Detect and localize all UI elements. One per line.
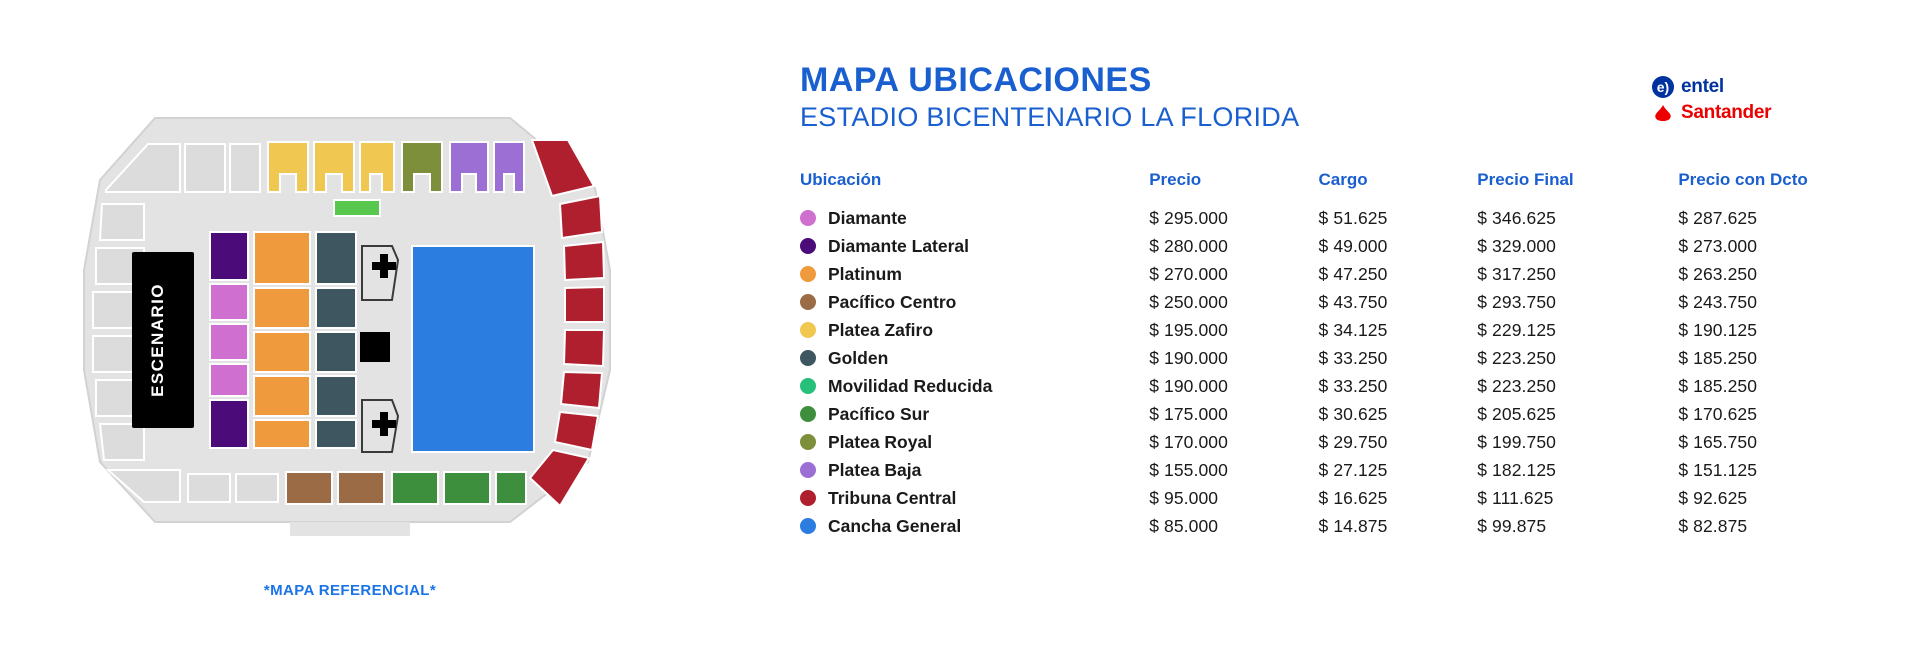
cell-precio: $ 250.000 bbox=[1149, 291, 1228, 312]
zone-color-dot bbox=[800, 210, 816, 226]
center-black-marker bbox=[360, 332, 390, 362]
table-row bbox=[800, 316, 1890, 344]
cell-precio: $ 190.000 bbox=[1149, 347, 1228, 368]
venue-map-svg bbox=[40, 70, 660, 570]
cell-precio-final: $ 329.000 bbox=[1477, 235, 1557, 256]
diamante-blocks bbox=[210, 284, 248, 396]
cell-cargo: $ 16.625 bbox=[1318, 487, 1388, 508]
cell-cargo: $ 14.875 bbox=[1318, 515, 1388, 536]
table-row bbox=[800, 260, 1890, 288]
cell-precio-final: $ 317.250 bbox=[1477, 263, 1557, 284]
cell-precio-dcto: $ 151.125 bbox=[1678, 459, 1758, 480]
cell-cargo: $ 43.750 bbox=[1318, 291, 1388, 312]
entel-mark-icon: e) bbox=[1652, 76, 1674, 98]
cell-precio: $ 85.000 bbox=[1149, 515, 1219, 536]
cell-precio-dcto: $ 185.250 bbox=[1678, 375, 1758, 396]
zone-color-dot bbox=[800, 266, 816, 282]
cell-ubicacion bbox=[800, 288, 1149, 316]
cell-ubicacion bbox=[800, 204, 1149, 232]
zone-name: Cancha General bbox=[828, 515, 962, 536]
venue-subtitle: ESTADIO BICENTENARIO LA FLORIDA bbox=[800, 102, 1300, 133]
map-reference-caption: *MAPA REFERENCIAL* bbox=[263, 582, 437, 599]
cell-ubicacion bbox=[800, 372, 1149, 400]
cell-precio-dcto: $ 243.750 bbox=[1678, 291, 1758, 312]
cell-precio-final: $ 199.750 bbox=[1477, 431, 1557, 452]
sponsor-logos bbox=[1652, 74, 1882, 126]
santander-wordmark: Santander bbox=[1681, 102, 1772, 123]
cell-precio-dcto: $ 165.750 bbox=[1678, 431, 1758, 452]
table-row bbox=[800, 456, 1890, 484]
page-title: MAPA UBICACIONES bbox=[800, 61, 1152, 99]
table-row bbox=[800, 400, 1890, 428]
header-precio: Precio bbox=[1149, 170, 1202, 189]
cell-precio: $ 155.000 bbox=[1149, 459, 1228, 480]
cell-precio-dcto: $ 185.250 bbox=[1678, 347, 1758, 368]
zone-name: Platea Baja bbox=[828, 459, 922, 480]
zone-color-dot bbox=[800, 378, 816, 394]
table-row bbox=[800, 288, 1890, 316]
cell-ubicacion bbox=[800, 484, 1149, 512]
cancha-general-field bbox=[412, 246, 534, 452]
cell-precio-dcto: $ 92.625 bbox=[1678, 487, 1748, 508]
zone-color-dot bbox=[800, 518, 816, 534]
cell-ubicacion bbox=[800, 232, 1149, 260]
cell-precio-final: $ 111.625 bbox=[1477, 487, 1554, 508]
cell-cargo: $ 33.250 bbox=[1318, 375, 1388, 396]
platinum-blocks bbox=[254, 232, 310, 448]
zone-color-dot bbox=[800, 322, 816, 338]
bottom-color-blocks bbox=[286, 472, 526, 504]
zone-name: Platea Zafiro bbox=[828, 319, 934, 340]
zone-color-dot bbox=[800, 406, 816, 422]
cell-cargo: $ 27.125 bbox=[1318, 459, 1388, 480]
cell-ubicacion bbox=[800, 512, 1149, 540]
table-row bbox=[800, 484, 1890, 512]
cell-precio-dcto: $ 170.625 bbox=[1678, 403, 1758, 424]
header-precio-final: Precio Final bbox=[1477, 170, 1574, 189]
table-header-row bbox=[800, 170, 1890, 204]
cell-cargo: $ 30.625 bbox=[1318, 403, 1388, 424]
cell-precio-final: $ 293.750 bbox=[1477, 291, 1557, 312]
price-table-body bbox=[800, 204, 1890, 540]
cell-ubicacion bbox=[800, 456, 1149, 484]
cell-precio: $ 170.000 bbox=[1149, 431, 1228, 452]
cell-ubicacion bbox=[800, 344, 1149, 372]
stadium-bottom-tab bbox=[290, 522, 410, 536]
stage-label-text: ESCENARIO bbox=[148, 283, 167, 397]
zone-name: Golden bbox=[828, 347, 889, 368]
cell-precio-dcto: $ 287.625 bbox=[1678, 207, 1758, 228]
table-row bbox=[800, 372, 1890, 400]
table-row bbox=[800, 204, 1890, 232]
cell-ubicacion bbox=[800, 316, 1149, 344]
header-precio-dcto: Precio con Dcto bbox=[1678, 170, 1808, 189]
cell-precio-final: $ 229.125 bbox=[1477, 319, 1557, 340]
cell-cargo: $ 47.250 bbox=[1318, 263, 1388, 284]
zone-name: Pacífico Sur bbox=[828, 403, 930, 424]
cell-precio-dcto: $ 263.250 bbox=[1678, 263, 1758, 284]
cell-precio-dcto: $ 190.125 bbox=[1678, 319, 1758, 340]
cell-precio-dcto: $ 273.000 bbox=[1678, 235, 1758, 256]
cell-cargo: $ 51.625 bbox=[1318, 207, 1388, 228]
cell-cargo: $ 49.000 bbox=[1318, 235, 1388, 256]
zone-color-dot bbox=[800, 462, 816, 478]
zone-name: Pacífico Centro bbox=[828, 291, 957, 312]
cell-precio-final: $ 99.875 bbox=[1477, 515, 1547, 536]
table-row bbox=[800, 232, 1890, 260]
zone-color-dot bbox=[800, 434, 816, 450]
zone-name: Diamante bbox=[828, 207, 907, 228]
entel-logo bbox=[1652, 74, 1882, 100]
cell-precio: $ 195.000 bbox=[1149, 319, 1228, 340]
entel-wordmark: entel bbox=[1681, 76, 1724, 97]
santander-flame-icon bbox=[1652, 103, 1674, 123]
cell-cargo: $ 33.250 bbox=[1318, 347, 1388, 368]
zone-name: Platinum bbox=[828, 263, 902, 284]
cell-precio-final: $ 205.625 bbox=[1477, 403, 1557, 424]
cell-precio-final: $ 223.250 bbox=[1477, 375, 1557, 396]
santander-logo bbox=[1652, 100, 1882, 126]
price-table-head bbox=[800, 170, 1890, 204]
zone-name: Platea Royal bbox=[828, 431, 933, 452]
header-ubicacion: Ubicación bbox=[800, 170, 882, 189]
cell-precio: $ 190.000 bbox=[1149, 375, 1228, 396]
zone-name: Diamante Lateral bbox=[828, 235, 970, 256]
zone-color-dot bbox=[800, 490, 816, 506]
cell-precio-final: $ 346.625 bbox=[1477, 207, 1557, 228]
zone-color-dot bbox=[800, 294, 816, 310]
zone-name: Tribuna Central bbox=[828, 487, 957, 508]
cell-precio: $ 175.000 bbox=[1149, 403, 1228, 424]
cell-precio: $ 95.000 bbox=[1149, 487, 1219, 508]
cell-ubicacion bbox=[800, 260, 1149, 288]
zone-color-dot bbox=[800, 350, 816, 366]
cell-precio-final: $ 223.250 bbox=[1477, 347, 1557, 368]
movilidad-reducida-strip bbox=[334, 200, 380, 216]
table-row bbox=[800, 428, 1890, 456]
table-row bbox=[800, 512, 1890, 540]
cell-precio-dcto: $ 82.875 bbox=[1678, 515, 1748, 536]
golden-blocks bbox=[316, 232, 356, 448]
header-cargo: Cargo bbox=[1318, 170, 1368, 189]
price-table bbox=[800, 170, 1890, 540]
info-panel bbox=[800, 62, 1890, 602]
cell-precio-final: $ 182.125 bbox=[1477, 459, 1557, 480]
table-row bbox=[800, 344, 1890, 372]
zone-name: Movilidad Reducida bbox=[828, 375, 993, 396]
cell-precio: $ 280.000 bbox=[1149, 235, 1228, 256]
cell-precio: $ 295.000 bbox=[1149, 207, 1228, 228]
cell-cargo: $ 29.750 bbox=[1318, 431, 1388, 452]
zone-color-dot bbox=[800, 238, 816, 254]
cell-ubicacion bbox=[800, 428, 1149, 456]
venue-map bbox=[40, 70, 660, 630]
cell-cargo: $ 34.125 bbox=[1318, 319, 1388, 340]
cell-precio: $ 270.000 bbox=[1149, 263, 1228, 284]
cell-ubicacion bbox=[800, 400, 1149, 428]
